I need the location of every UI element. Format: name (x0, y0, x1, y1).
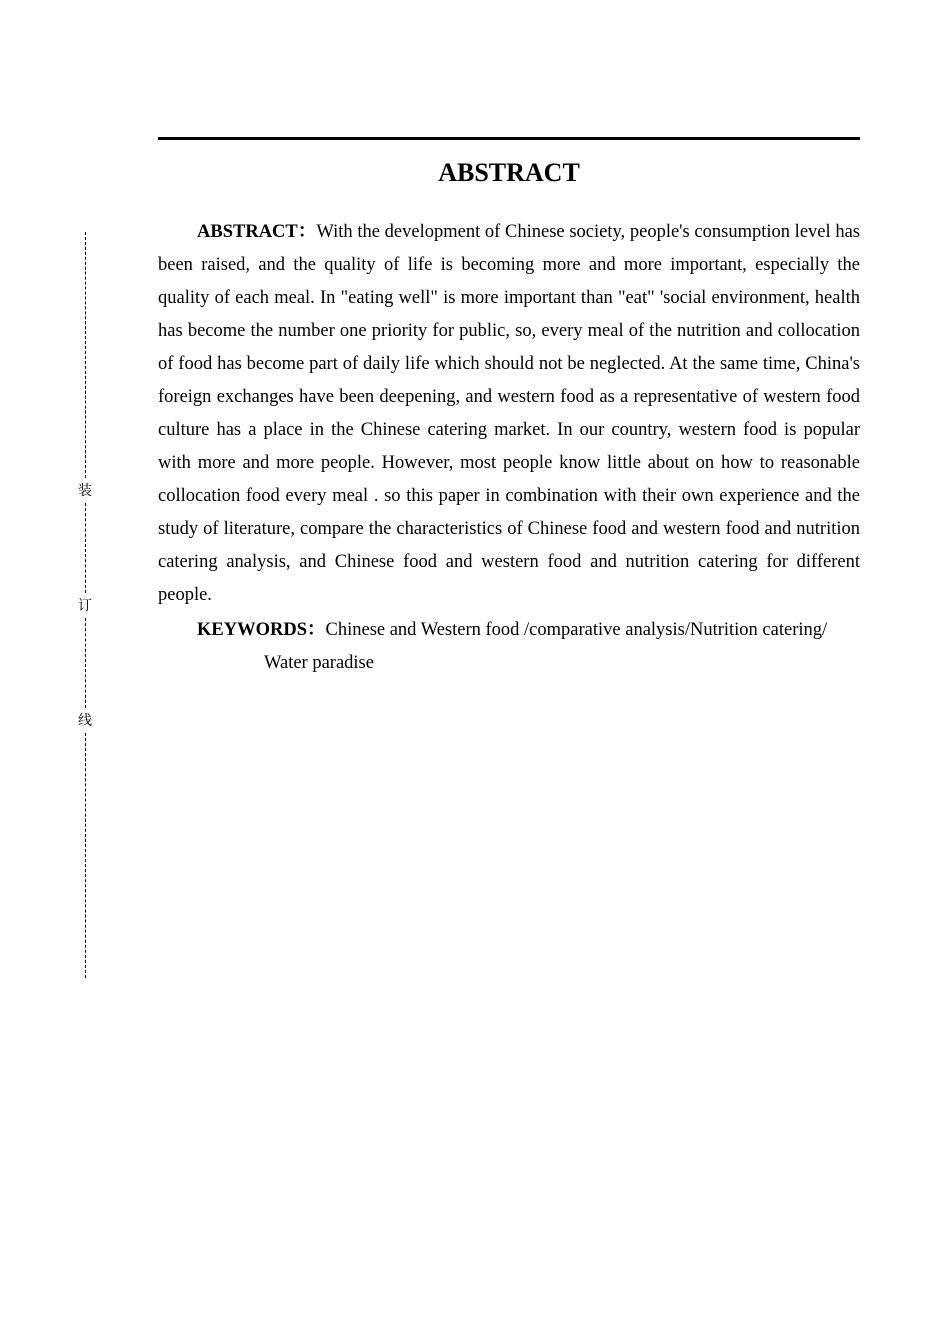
abstract-paragraph (158, 216, 860, 612)
keywords-label: KEYWORDS： (197, 620, 326, 640)
keywords-text-1: Chinese and Western food /comparative analysis/Nutrition catering/ (325, 620, 828, 640)
binding-dashed-line (85, 733, 86, 978)
binding-char-xian: 线 (78, 713, 92, 729)
abstract-label: ABSTRACT： (197, 222, 317, 242)
binding-dashed-line (85, 618, 86, 708)
abstract-text: With the development of Chinese society, people's consumption level has been raised, and the quality of life is becoming more and more important, especially the quality of each meal. In "eating well" is more important than "eat" 'social environment, health has become the number one priority for public, so, every meal of the nutrition and collocation of food has become part of daily life which should not be neglected. At the same time, China's foreign exchanges have been deepening, and western food as a representative of western food culture has a place in the Chinese catering market. In our country, western food is popular with more and more people. However, most people know little about on how to reasonable collocation food every meal . so this paper in combination with their own experience and the study of literature, compare the characteristics of Chinese food and western food and nutrition catering analysis, and Chinese food and western food and nutrition catering for different people. (158, 222, 861, 605)
header-rule (158, 137, 860, 140)
keywords-line-2: Water paradise (264, 653, 374, 673)
keywords-line-1 (158, 614, 860, 647)
binding-char-ding: 订 (78, 598, 92, 614)
page-title: ABSTRACT (438, 158, 580, 187)
binding-dashed-line (85, 232, 86, 478)
binding-char-zhuang: 装 (78, 483, 92, 499)
binding-dashed-line (85, 503, 86, 593)
keywords-block (158, 614, 860, 680)
